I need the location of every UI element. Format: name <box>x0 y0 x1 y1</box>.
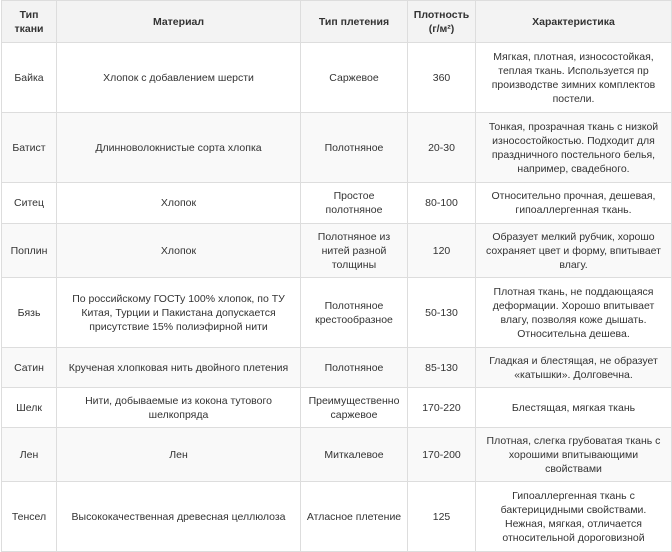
cell-type: Бязь <box>2 278 57 348</box>
header-density: Плотность (г/м²) <box>408 1 476 43</box>
cell-type: Сатин <box>2 348 57 388</box>
cell-weave: Преимущественно саржевое <box>301 388 408 428</box>
header-type: Тип ткани <box>2 1 57 43</box>
cell-type: Батист <box>2 113 57 183</box>
table-row <box>2 348 672 388</box>
cell-weave: Полотняное <box>301 113 408 183</box>
cell-type: Байка <box>2 43 57 113</box>
cell-density: 20-30 <box>408 113 476 183</box>
cell-weave: Полотняное крестообразное <box>301 278 408 348</box>
cell-weave: Полотняное <box>301 348 408 388</box>
cell-material: Хлопок <box>57 183 301 224</box>
header-material: Материал <box>57 1 301 43</box>
cell-description: Относительно прочная, дешевая, гипоаллергенная ткань. <box>476 183 672 224</box>
cell-type: Лен <box>2 428 57 482</box>
cell-weave: Атласное плетение <box>301 482 408 552</box>
cell-description: Блестящая, мягкая ткань <box>476 388 672 428</box>
cell-type: Шелк <box>2 388 57 428</box>
cell-type: Ситец <box>2 183 57 224</box>
fabric-table <box>1 0 672 552</box>
cell-description: Плотная ткань, не поддающаяся деформации. Хорошо впитывает влагу, позволяя коже дышать. Относительна дешева. <box>476 278 672 348</box>
cell-density: 125 <box>408 482 476 552</box>
table-row <box>2 183 672 224</box>
cell-density: 120 <box>408 224 476 278</box>
cell-description: Гладкая и блестящая, не образует «катышки». Долговечна. <box>476 348 672 388</box>
table-header-row <box>2 1 672 43</box>
cell-description: Образует мелкий рубчик, хорошо сохраняет цвет и форму, впитывает влагу. <box>476 224 672 278</box>
header-weave: Тип плетения <box>301 1 408 43</box>
cell-weave: Полотняное из нитей разной толщины <box>301 224 408 278</box>
cell-description: Плотная, слегка грубоватая ткань с хорошими впитывающими свойствами <box>476 428 672 482</box>
cell-description: Гипоаллергенная ткань с бактерицидными свойствами. Нежная, мягкая, отличается относительной дороговизной <box>476 482 672 552</box>
header-description: Характеристика <box>476 1 672 43</box>
table-row <box>2 388 672 428</box>
cell-weave: Саржевое <box>301 43 408 113</box>
cell-material: Нити, добываемые из кокона тутового шелкопряда <box>57 388 301 428</box>
table-row <box>2 113 672 183</box>
cell-density: 170-200 <box>408 428 476 482</box>
cell-description: Мягкая, плотная, износостойкая, теплая ткань. Используется пр производстве зимних комплектов постели. <box>476 43 672 113</box>
cell-weave: Миткалевое <box>301 428 408 482</box>
cell-type: Поплин <box>2 224 57 278</box>
cell-density: 85-130 <box>408 348 476 388</box>
cell-density: 360 <box>408 43 476 113</box>
table-row <box>2 278 672 348</box>
cell-weave: Простое полотняное <box>301 183 408 224</box>
cell-material: Крученая хлопковая нить двойного плетения <box>57 348 301 388</box>
cell-density: 80-100 <box>408 183 476 224</box>
cell-material: По российскому ГОСТу 100% хлопок, по ТУ Китая, Турции и Пакистана допускается присутствие 15% полиэфирной нити <box>57 278 301 348</box>
cell-description: Тонкая, прозрачная ткань с низкой износостойкостью. Подходит для праздничного постельного белья, например, свадебного. <box>476 113 672 183</box>
cell-material: Лен <box>57 428 301 482</box>
cell-material: Высококачественная древесная целлюлоза <box>57 482 301 552</box>
table-row <box>2 43 672 113</box>
cell-material: Хлопок <box>57 224 301 278</box>
table-row <box>2 428 672 482</box>
cell-density: 50-130 <box>408 278 476 348</box>
table-row <box>2 224 672 278</box>
cell-type: Тенсел <box>2 482 57 552</box>
table-row <box>2 482 672 552</box>
cell-material: Длинноволокнистые сорта хлопка <box>57 113 301 183</box>
cell-density: 170-220 <box>408 388 476 428</box>
cell-material: Хлопок с добавлением шерсти <box>57 43 301 113</box>
